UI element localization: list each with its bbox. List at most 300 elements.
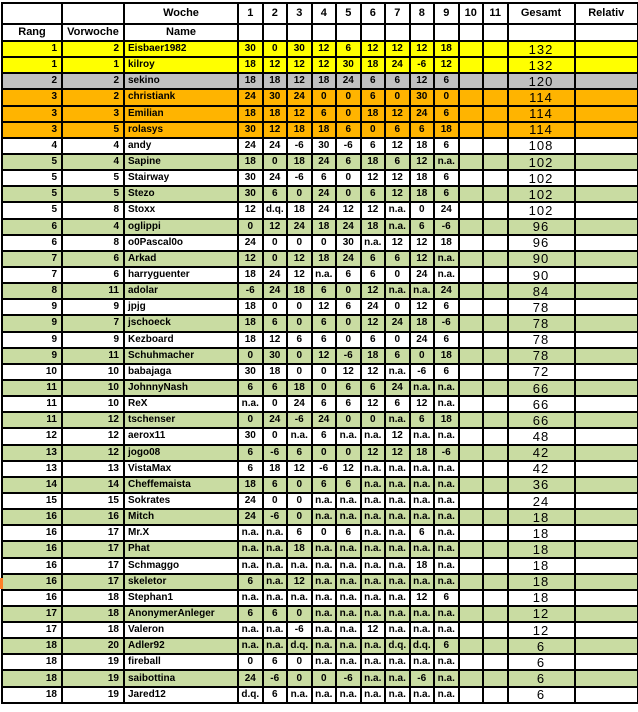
cell-name[interactable]: ReX xyxy=(124,396,238,412)
cell-week-2[interactable]: 0 xyxy=(263,493,288,509)
cell-relativ[interactable] xyxy=(575,41,638,57)
header-relativ[interactable]: Relativ xyxy=(575,3,638,24)
cell-week-10[interactable] xyxy=(459,41,484,57)
cell-week-8[interactable]: 0 xyxy=(410,202,435,218)
cell-gesamt[interactable]: 6 xyxy=(508,687,575,703)
cell-week-7[interactable]: n.a. xyxy=(385,493,410,509)
cell-week-9[interactable]: 6 xyxy=(434,170,459,186)
cell-week-4[interactable]: 6 xyxy=(312,106,337,122)
cell-week-10[interactable] xyxy=(459,477,484,493)
cell-week-5[interactable]: n.a. xyxy=(336,687,361,703)
cell-week-8[interactable]: -6 xyxy=(410,57,435,73)
header-week-2[interactable]: 2 xyxy=(263,3,288,24)
cell-week-2[interactable]: 0 xyxy=(263,396,288,412)
cell-name[interactable]: Sokrates xyxy=(124,493,238,509)
cell-week-6[interactable]: 6 xyxy=(361,267,386,283)
cell-week-11[interactable] xyxy=(483,574,508,590)
cell-week-2[interactable]: -6 xyxy=(263,670,288,686)
cell-week-8[interactable]: 30 xyxy=(410,89,435,105)
cell-vorwoche[interactable]: 8 xyxy=(62,202,124,218)
cell-relativ[interactable] xyxy=(575,654,638,670)
cell-week-5[interactable]: 6 xyxy=(336,525,361,541)
cell-week-8[interactable]: 12 xyxy=(410,41,435,57)
cell-week-6[interactable]: 6 xyxy=(361,73,386,89)
cell-week-9[interactable]: n.a. xyxy=(434,477,459,493)
cell-vorwoche[interactable]: 5 xyxy=(62,122,124,138)
cell-name[interactable]: jogo08 xyxy=(124,445,238,461)
cell-week-2[interactable]: 6 xyxy=(263,606,288,622)
cell-week-9[interactable]: n.a. xyxy=(434,380,459,396)
cell-week-6[interactable]: n.a. xyxy=(361,654,386,670)
cell-week-10[interactable] xyxy=(459,154,484,170)
cell-week-11[interactable] xyxy=(483,670,508,686)
cell-gesamt[interactable]: 6 xyxy=(508,654,575,670)
cell-week-1[interactable]: 12 xyxy=(238,202,263,218)
cell-week-5[interactable]: 30 xyxy=(336,57,361,73)
cell-week-10[interactable] xyxy=(459,493,484,509)
cell-relativ[interactable] xyxy=(575,235,638,251)
cell-week-5[interactable]: 6 xyxy=(336,267,361,283)
cell-rang[interactable]: 18 xyxy=(2,670,62,686)
cell-rang[interactable]: 5 xyxy=(2,202,62,218)
cell-rang[interactable]: 3 xyxy=(2,122,62,138)
cell-relativ[interactable] xyxy=(575,493,638,509)
cell-rang[interactable]: 1 xyxy=(2,41,62,57)
cell-rang[interactable]: 15 xyxy=(2,493,62,509)
cell-week-7[interactable]: n.a. xyxy=(385,654,410,670)
cell-week-10[interactable] xyxy=(459,219,484,235)
cell-week-7[interactable]: 0 xyxy=(385,299,410,315)
cell-week-7[interactable]: n.a. xyxy=(385,670,410,686)
cell-week-4[interactable]: n.a. xyxy=(312,558,337,574)
cell-week-2[interactable]: 0 xyxy=(263,154,288,170)
cell-name[interactable]: Schuhmacher xyxy=(124,348,238,364)
cell-week-6[interactable]: 12 xyxy=(361,41,386,57)
cell-relativ[interactable] xyxy=(575,396,638,412)
cell-week-10[interactable] xyxy=(459,380,484,396)
cell-rang[interactable]: 11 xyxy=(2,396,62,412)
cell-gesamt[interactable]: 18 xyxy=(508,541,575,557)
cell-week-2[interactable]: 12 xyxy=(263,57,288,73)
cell-week-11[interactable] xyxy=(483,687,508,703)
header-empty-cell[interactable] xyxy=(508,24,575,41)
cell-week-4[interactable]: 6 xyxy=(312,332,337,348)
cell-vorwoche[interactable]: 6 xyxy=(62,251,124,267)
cell-relativ[interactable] xyxy=(575,574,638,590)
cell-week-8[interactable]: 6 xyxy=(410,122,435,138)
cell-week-11[interactable] xyxy=(483,525,508,541)
cell-week-1[interactable]: 6 xyxy=(238,445,263,461)
cell-rang[interactable]: 7 xyxy=(2,251,62,267)
cell-week-4[interactable]: 6 xyxy=(312,283,337,299)
cell-week-4[interactable]: 6 xyxy=(312,170,337,186)
cell-week-10[interactable] xyxy=(459,396,484,412)
cell-week-3[interactable]: 12 xyxy=(287,57,312,73)
header-week-10[interactable]: 10 xyxy=(459,3,484,24)
cell-week-6[interactable]: 12 xyxy=(361,622,386,638)
cell-week-11[interactable] xyxy=(483,509,508,525)
cell-week-9[interactable]: 18 xyxy=(434,122,459,138)
cell-week-11[interactable] xyxy=(483,283,508,299)
cell-week-8[interactable]: 12 xyxy=(410,396,435,412)
cell-week-11[interactable] xyxy=(483,219,508,235)
cell-gesamt[interactable]: 42 xyxy=(508,461,575,477)
header-empty-cell[interactable] xyxy=(410,24,435,41)
cell-name[interactable]: andy xyxy=(124,138,238,154)
cell-week-3[interactable]: 0 xyxy=(287,654,312,670)
cell-week-1[interactable]: n.a. xyxy=(238,638,263,654)
cell-vorwoche[interactable]: 17 xyxy=(62,525,124,541)
cell-week-1[interactable]: 0 xyxy=(238,412,263,428)
cell-week-5[interactable]: 24 xyxy=(336,219,361,235)
cell-week-10[interactable] xyxy=(459,332,484,348)
cell-week-5[interactable]: n.a. xyxy=(336,541,361,557)
cell-week-5[interactable]: 0 xyxy=(336,186,361,202)
cell-gesamt[interactable]: 78 xyxy=(508,332,575,348)
cell-rang[interactable]: 13 xyxy=(2,461,62,477)
header-week-4[interactable]: 4 xyxy=(312,3,337,24)
cell-week-8[interactable]: n.a. xyxy=(410,493,435,509)
cell-week-3[interactable]: d.q. xyxy=(287,638,312,654)
cell-week-7[interactable]: n.a. xyxy=(385,525,410,541)
cell-week-3[interactable]: 0 xyxy=(287,364,312,380)
cell-week-4[interactable]: n.a. xyxy=(312,606,337,622)
cell-gesamt[interactable]: 42 xyxy=(508,445,575,461)
cell-week-10[interactable] xyxy=(459,606,484,622)
cell-week-8[interactable]: 18 xyxy=(410,315,435,331)
cell-week-1[interactable]: 0 xyxy=(238,654,263,670)
cell-week-10[interactable] xyxy=(459,509,484,525)
cell-week-6[interactable]: 18 xyxy=(361,219,386,235)
cell-week-8[interactable]: 24 xyxy=(410,106,435,122)
cell-week-10[interactable] xyxy=(459,558,484,574)
cell-week-3[interactable]: 18 xyxy=(287,283,312,299)
cell-gesamt[interactable]: 132 xyxy=(508,41,575,57)
cell-relativ[interactable] xyxy=(575,202,638,218)
cell-week-9[interactable]: 6 xyxy=(434,590,459,606)
cell-rang[interactable]: 16 xyxy=(2,574,62,590)
cell-week-9[interactable]: n.a. xyxy=(434,574,459,590)
cell-week-9[interactable]: n.a. xyxy=(434,509,459,525)
cell-week-3[interactable]: 0 xyxy=(287,299,312,315)
cell-week-1[interactable]: 24 xyxy=(238,509,263,525)
header-empty-cell[interactable] xyxy=(263,24,288,41)
cell-name[interactable]: o0Pascal0o xyxy=(124,235,238,251)
cell-week-1[interactable]: n.a. xyxy=(238,541,263,557)
header-woche[interactable]: Woche xyxy=(124,3,238,24)
cell-week-3[interactable]: 12 xyxy=(287,574,312,590)
cell-week-4[interactable]: 6 xyxy=(312,477,337,493)
cell-week-7[interactable]: n.a. xyxy=(385,219,410,235)
cell-vorwoche[interactable]: 12 xyxy=(62,412,124,428)
cell-week-3[interactable]: n.a. xyxy=(287,590,312,606)
cell-week-2[interactable]: 24 xyxy=(263,138,288,154)
cell-week-11[interactable] xyxy=(483,299,508,315)
cell-relativ[interactable] xyxy=(575,638,638,654)
cell-week-6[interactable]: 12 xyxy=(361,396,386,412)
cell-week-8[interactable]: n.a. xyxy=(410,687,435,703)
cell-name[interactable]: Sapine xyxy=(124,154,238,170)
cell-week-5[interactable]: 24 xyxy=(336,251,361,267)
cell-week-11[interactable] xyxy=(483,73,508,89)
cell-gesamt[interactable]: 24 xyxy=(508,493,575,509)
cell-rang[interactable]: 16 xyxy=(2,541,62,557)
cell-week-5[interactable]: 0 xyxy=(336,170,361,186)
cell-relativ[interactable] xyxy=(575,283,638,299)
cell-week-7[interactable]: 6 xyxy=(385,154,410,170)
cell-week-6[interactable]: n.a. xyxy=(361,509,386,525)
cell-rang[interactable]: 18 xyxy=(2,638,62,654)
cell-week-7[interactable]: n.a. xyxy=(385,412,410,428)
cell-week-9[interactable]: 6 xyxy=(434,186,459,202)
cell-relativ[interactable] xyxy=(575,364,638,380)
cell-week-11[interactable] xyxy=(483,106,508,122)
cell-week-7[interactable]: 6 xyxy=(385,251,410,267)
cell-vorwoche[interactable]: 7 xyxy=(62,315,124,331)
cell-week-4[interactable]: 24 xyxy=(312,186,337,202)
cell-week-9[interactable]: n.a. xyxy=(434,558,459,574)
cell-name[interactable]: jpjg xyxy=(124,299,238,315)
cell-week-1[interactable]: 30 xyxy=(238,428,263,444)
cell-name[interactable]: VistaMax xyxy=(124,461,238,477)
cell-vorwoche[interactable]: 4 xyxy=(62,138,124,154)
cell-week-9[interactable]: n.a. xyxy=(434,525,459,541)
cell-rang[interactable]: 5 xyxy=(2,154,62,170)
cell-name[interactable]: harryguenter xyxy=(124,267,238,283)
cell-week-6[interactable]: n.a. xyxy=(361,687,386,703)
header-empty-cell[interactable] xyxy=(434,24,459,41)
cell-week-7[interactable]: 6 xyxy=(385,122,410,138)
cell-week-9[interactable]: -6 xyxy=(434,315,459,331)
cell-relativ[interactable] xyxy=(575,267,638,283)
cell-week-10[interactable] xyxy=(459,57,484,73)
cell-week-4[interactable]: n.a. xyxy=(312,541,337,557)
cell-week-5[interactable]: 6 xyxy=(336,396,361,412)
cell-week-8[interactable]: n.a. xyxy=(410,622,435,638)
cell-week-5[interactable]: n.a. xyxy=(336,428,361,444)
cell-gesamt[interactable]: 78 xyxy=(508,315,575,331)
cell-week-3[interactable]: 18 xyxy=(287,541,312,557)
cell-week-6[interactable]: n.a. xyxy=(361,670,386,686)
cell-week-3[interactable]: 24 xyxy=(287,89,312,105)
cell-week-3[interactable]: n.a. xyxy=(287,428,312,444)
cell-week-2[interactable]: 6 xyxy=(263,687,288,703)
cell-week-5[interactable]: n.a. xyxy=(336,509,361,525)
cell-week-8[interactable]: 12 xyxy=(410,154,435,170)
cell-week-6[interactable]: n.a. xyxy=(361,541,386,557)
cell-vorwoche[interactable]: 17 xyxy=(62,558,124,574)
cell-week-4[interactable]: 18 xyxy=(312,73,337,89)
cell-name[interactable]: christiank xyxy=(124,89,238,105)
cell-week-3[interactable]: 0 xyxy=(287,493,312,509)
cell-relativ[interactable] xyxy=(575,590,638,606)
cell-week-3[interactable]: 0 xyxy=(287,315,312,331)
cell-week-3[interactable]: 18 xyxy=(287,154,312,170)
cell-week-7[interactable]: 12 xyxy=(385,186,410,202)
header-empty-cell[interactable] xyxy=(385,24,410,41)
cell-relativ[interactable] xyxy=(575,138,638,154)
cell-week-4[interactable]: 30 xyxy=(312,138,337,154)
cell-vorwoche[interactable]: 16 xyxy=(62,509,124,525)
cell-name[interactable]: jschoeck xyxy=(124,315,238,331)
cell-rang[interactable]: 18 xyxy=(2,687,62,703)
cell-week-10[interactable] xyxy=(459,89,484,105)
header-blank-vorwoche[interactable] xyxy=(62,3,124,24)
cell-week-6[interactable]: 18 xyxy=(361,348,386,364)
cell-week-2[interactable]: n.a. xyxy=(263,558,288,574)
cell-week-7[interactable]: d.q. xyxy=(385,638,410,654)
cell-week-8[interactable]: n.a. xyxy=(410,541,435,557)
cell-week-7[interactable]: 6 xyxy=(385,73,410,89)
cell-week-5[interactable]: 0 xyxy=(336,412,361,428)
cell-week-2[interactable]: 24 xyxy=(263,170,288,186)
cell-week-7[interactable]: n.a. xyxy=(385,364,410,380)
cell-week-3[interactable]: 0 xyxy=(287,477,312,493)
cell-week-9[interactable]: n.a. xyxy=(434,461,459,477)
cell-week-5[interactable]: n.a. xyxy=(336,574,361,590)
cell-week-8[interactable]: 18 xyxy=(410,186,435,202)
cell-week-4[interactable]: 24 xyxy=(312,154,337,170)
cell-rang[interactable]: 4 xyxy=(2,138,62,154)
cell-week-1[interactable]: 24 xyxy=(238,670,263,686)
cell-rang[interactable]: 9 xyxy=(2,332,62,348)
cell-week-7[interactable]: n.a. xyxy=(385,202,410,218)
cell-week-11[interactable] xyxy=(483,654,508,670)
cell-week-6[interactable]: n.a. xyxy=(361,590,386,606)
cell-week-10[interactable] xyxy=(459,170,484,186)
cell-name[interactable]: Valeron xyxy=(124,622,238,638)
cell-gesamt[interactable]: 12 xyxy=(508,606,575,622)
cell-week-7[interactable]: n.a. xyxy=(385,622,410,638)
cell-week-5[interactable]: 30 xyxy=(336,235,361,251)
cell-name[interactable]: Phat xyxy=(124,541,238,557)
cell-week-6[interactable]: n.a. xyxy=(361,461,386,477)
cell-vorwoche[interactable]: 5 xyxy=(62,186,124,202)
cell-week-5[interactable]: 6 xyxy=(336,154,361,170)
cell-week-1[interactable]: n.a. xyxy=(238,396,263,412)
cell-week-5[interactable]: n.a. xyxy=(336,590,361,606)
cell-week-2[interactable]: 30 xyxy=(263,89,288,105)
cell-week-7[interactable]: 12 xyxy=(385,445,410,461)
cell-week-9[interactable]: n.a. xyxy=(434,670,459,686)
cell-week-7[interactable]: 12 xyxy=(385,41,410,57)
header-empty-cell[interactable] xyxy=(575,24,638,41)
cell-week-7[interactable]: 12 xyxy=(385,235,410,251)
cell-week-1[interactable]: 24 xyxy=(238,493,263,509)
cell-week-5[interactable]: 0 xyxy=(336,106,361,122)
cell-gesamt[interactable]: 78 xyxy=(508,348,575,364)
cell-week-1[interactable]: 18 xyxy=(238,332,263,348)
cell-week-2[interactable]: 18 xyxy=(263,461,288,477)
cell-week-8[interactable]: 18 xyxy=(410,170,435,186)
cell-relativ[interactable] xyxy=(575,57,638,73)
cell-relativ[interactable] xyxy=(575,89,638,105)
cell-week-2[interactable]: n.a. xyxy=(263,638,288,654)
cell-week-9[interactable]: 24 xyxy=(434,283,459,299)
cell-name[interactable]: Stezo xyxy=(124,186,238,202)
cell-week-11[interactable] xyxy=(483,477,508,493)
cell-gesamt[interactable]: 102 xyxy=(508,202,575,218)
cell-week-11[interactable] xyxy=(483,396,508,412)
cell-relativ[interactable] xyxy=(575,186,638,202)
cell-week-1[interactable]: 0 xyxy=(238,348,263,364)
cell-name[interactable]: Adler92 xyxy=(124,638,238,654)
cell-gesamt[interactable]: 132 xyxy=(508,57,575,73)
cell-week-7[interactable]: 6 xyxy=(385,348,410,364)
cell-vorwoche[interactable]: 14 xyxy=(62,477,124,493)
header-week-6[interactable]: 6 xyxy=(361,3,386,24)
cell-week-9[interactable]: n.a. xyxy=(434,428,459,444)
cell-week-1[interactable]: 18 xyxy=(238,154,263,170)
cell-week-8[interactable]: 0 xyxy=(410,348,435,364)
cell-week-4[interactable]: 0 xyxy=(312,525,337,541)
cell-name[interactable]: sekino xyxy=(124,73,238,89)
cell-rang[interactable]: 9 xyxy=(2,315,62,331)
cell-week-3[interactable]: 0 xyxy=(287,606,312,622)
cell-relativ[interactable] xyxy=(575,509,638,525)
cell-week-5[interactable]: 12 xyxy=(336,364,361,380)
cell-week-10[interactable] xyxy=(459,428,484,444)
cell-week-2[interactable]: n.a. xyxy=(263,574,288,590)
cell-relativ[interactable] xyxy=(575,412,638,428)
cell-week-10[interactable] xyxy=(459,122,484,138)
cell-relativ[interactable] xyxy=(575,461,638,477)
cell-rang[interactable]: 7 xyxy=(2,267,62,283)
cell-name[interactable]: Emilian xyxy=(124,106,238,122)
cell-week-5[interactable]: n.a. xyxy=(336,654,361,670)
cell-week-6[interactable]: 12 xyxy=(361,283,386,299)
cell-name[interactable]: saibottina xyxy=(124,670,238,686)
cell-name[interactable]: Jared12 xyxy=(124,687,238,703)
cell-week-8[interactable]: -6 xyxy=(410,670,435,686)
cell-gesamt[interactable]: 90 xyxy=(508,251,575,267)
cell-week-2[interactable]: 30 xyxy=(263,348,288,364)
cell-week-7[interactable]: 12 xyxy=(385,170,410,186)
cell-rang[interactable]: 17 xyxy=(2,606,62,622)
cell-week-7[interactable]: n.a. xyxy=(385,477,410,493)
cell-vorwoche[interactable]: 2 xyxy=(62,73,124,89)
cell-week-3[interactable]: 6 xyxy=(287,332,312,348)
cell-week-4[interactable]: 0 xyxy=(312,445,337,461)
cell-gesamt[interactable]: 96 xyxy=(508,235,575,251)
cell-week-5[interactable]: n.a. xyxy=(336,493,361,509)
cell-week-1[interactable]: n.a. xyxy=(238,590,263,606)
cell-relativ[interactable] xyxy=(575,525,638,541)
cell-week-3[interactable]: 18 xyxy=(287,202,312,218)
cell-week-11[interactable] xyxy=(483,251,508,267)
cell-gesamt[interactable]: 102 xyxy=(508,170,575,186)
cell-gesamt[interactable]: 18 xyxy=(508,590,575,606)
header-blank-rang[interactable] xyxy=(2,3,62,24)
cell-week-11[interactable] xyxy=(483,122,508,138)
cell-week-10[interactable] xyxy=(459,574,484,590)
cell-vorwoche[interactable]: 17 xyxy=(62,574,124,590)
cell-week-5[interactable]: 12 xyxy=(336,461,361,477)
cell-relativ[interactable] xyxy=(575,154,638,170)
cell-vorwoche[interactable]: 19 xyxy=(62,654,124,670)
header-empty-cell[interactable] xyxy=(312,24,337,41)
cell-week-1[interactable]: 30 xyxy=(238,122,263,138)
cell-gesamt[interactable]: 84 xyxy=(508,283,575,299)
cell-gesamt[interactable]: 66 xyxy=(508,396,575,412)
cell-week-11[interactable] xyxy=(483,202,508,218)
cell-week-3[interactable]: n.a. xyxy=(287,687,312,703)
cell-vorwoche[interactable]: 11 xyxy=(62,283,124,299)
cell-name[interactable]: Stoxx xyxy=(124,202,238,218)
cell-week-5[interactable]: n.a. xyxy=(336,606,361,622)
cell-gesamt[interactable]: 18 xyxy=(508,574,575,590)
cell-week-8[interactable]: n.a. xyxy=(410,477,435,493)
